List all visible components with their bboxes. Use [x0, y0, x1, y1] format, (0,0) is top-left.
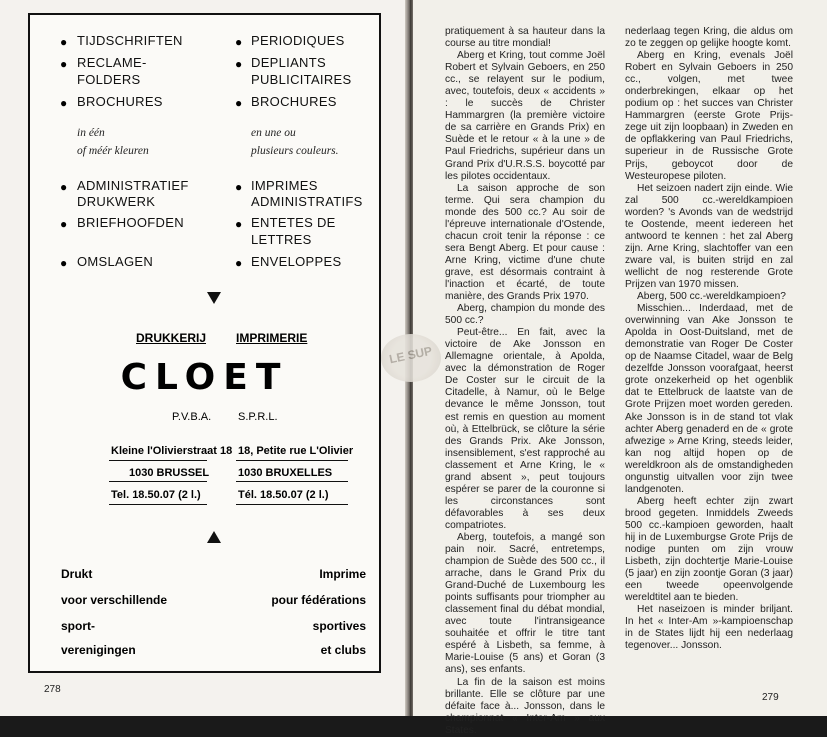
divider — [236, 481, 348, 482]
ad-item-depliants: DEPLIANTS — [251, 55, 326, 70]
divider — [109, 481, 207, 482]
triangle-up-icon — [207, 531, 221, 543]
bullet: ● — [60, 256, 68, 270]
divider — [109, 504, 207, 505]
bottom-text-nl-2: voor verschillende — [61, 593, 168, 607]
paragraph: Aberg et Kring, tout comme Joël Robert et Sylvain Geboers, en 250 cc., se relayent sur le podium, avec, toutefois, deux « accidents » : le succès de Christer Hammargren (la première victoire de sa carrière en Grands Prix) en Suède et le retour « à la une » de Paul Friedrichs, supérieur dans un Grand Prix d'U.R.S.S. boycotté par les pilotes occidentaux. — [445, 50, 605, 182]
triangle-down-icon — [207, 292, 221, 304]
ad-item-enveloppes: ENVELOPPES — [251, 254, 342, 269]
ad-item-omslagen: OMSLAGEN — [77, 254, 154, 269]
divider — [109, 460, 207, 461]
bullet: ● — [60, 217, 68, 231]
ad-item-briefhoofden: BRIEFHOOFDEN — [77, 215, 184, 230]
bottom-text-fr-4: et clubs — [320, 643, 366, 657]
bullet: ● — [235, 256, 243, 270]
article-column-dutch — [625, 26, 793, 652]
italic-note-fr-1: en une ou — [251, 127, 296, 139]
left-page — [0, 0, 407, 716]
bottom-text-nl-3: sport- — [61, 619, 95, 633]
paragraph: Het seizoen nadert zijn einde. Wie zal 500 cc.-wereldkampioen worden? 's Avonds van de wedstrijd te Oostende, meent iedereen het antwoord te kennen : het zal Aberg zijn. Arne Kring, slachtoffer van een zware val, is buiten strijd en zal wellicht de nog resterende Grote Prijzen van 1970 missen. — [625, 182, 793, 290]
bottom-text-fr-3: sportives — [312, 619, 366, 633]
bottom-text-nl-1: Drukt — [61, 567, 93, 581]
cloet-advertisement — [28, 13, 381, 673]
paragraph: La fin de la saison est moins brillante. Elle se clôture par une défaite face à... Jonsson, dans le championnat « Inter-Am » aux States. — [445, 676, 605, 736]
paragraph: Aberg, toutefois, a mangé son pain noir. Sacré, entretemps, champion de Suède des 500 cc., il arrache, dans le Grand Prix du Grand-Duché de Luxembourg les points suffisants pour triompher au classement final du débat mondial, avec toute l'intransigeance souhaitée et offrir le titre tant espéré à Lisbeth, sa femme, à Marie-Louise (5 ans) et Goran (3 ans), ses enfants. — [445, 531, 605, 676]
telephone-fr: Tél. 18.50.07 (2 l.) — [238, 489, 329, 501]
stamp-text: LE SUP — [388, 343, 434, 367]
paragraph: Aberg, 500 cc.-wereldkampioen? — [637, 291, 786, 303]
ad-item-brochures-nl: BROCHURES — [77, 94, 163, 109]
address-city-fr: 1030 BRUXELLES — [238, 467, 333, 479]
address-street-nl: Kleine l'Olivierstraat 18 — [111, 445, 233, 457]
ad-item-administratief: ADMINISTRATIEF — [77, 178, 189, 193]
paragraph: Aberg heeft echter zijn zwart brood gegeten. Inmiddels Zweeds 500 cc.-kampioen geworden, haalt hij in de Luxemburgse Grote Prijs de nodige punten om zijn vrouw Lisbeth, zijn dochtertje Marie-Louise (5 jaar) en zijn zoontje Goran (3 jaar) een tweede opeenvolgende wereldtitel aan te bieden. — [625, 495, 793, 604]
ad-item-periodiques: PERIODIQUES — [251, 33, 345, 48]
ad-item-imprimes: IMPRIMES — [251, 178, 318, 193]
ad-item-drukwerk: DRUKWERK — [77, 194, 156, 209]
ad-item-folders: FOLDERS — [77, 72, 141, 87]
bullet: ● — [235, 217, 243, 231]
paragraph: La saison approche de son terme. Qui sera champion du monde des 500 cc.? Au soir de l'épreuve internationale d'Ostende, chacun croit tenir la réponse : ce sera Bengt Aberg. Et pour cause : Arne Kring, victime d'une chute grave, est désormais contraint à l'inaction et écarté, de toute manière, des Grands Prix 1970. — [445, 182, 605, 303]
telephone-nl: Tel. 18.50.07 (2 l.) — [111, 489, 201, 501]
bullet: ● — [235, 57, 243, 71]
paragraph: Het naseizoen is minder briljant. In het « Inter-Am »-kampioenschap in de States lijdt hij een nederlaag tegenover... Jonsson. — [625, 604, 793, 652]
article-column-french — [445, 26, 605, 737]
divider — [236, 460, 348, 461]
paragraph: Aberg, champion du monde des 500 cc.? — [445, 303, 605, 327]
legal-form-fr: S.P.R.L. — [238, 411, 278, 423]
address-city-nl: 1030 BRUSSEL — [129, 467, 210, 479]
divider — [236, 504, 348, 505]
ad-item-lettres: LETTRES — [251, 232, 312, 247]
bullet: ● — [60, 96, 68, 110]
italic-note-fr-2: plusieurs couleurs. — [251, 145, 339, 157]
paragraph: Peut-être... En fait, avec la victoire de Ake Jonsson en Allemagne orientale, à Apolda, avec la démonstration de Roger De Coster sur le circuit de la Citadelle, à Namur, où le Belge devance le même Jonsson, tout est remis en question au moment où, à Ettelbrück, se clôture la série des Grands Prix. Ake Jonsson, insensiblement, s'est rapproché au classement et Arne Kring, le « grand absent », peut toujours espérer se parer de la couronne si les circonstances sont défavorables à ses deux compatriotes. — [445, 327, 605, 531]
page-number-left: 278 — [44, 684, 61, 695]
heading-imprimerie: IMPRIMERIE — [236, 331, 308, 345]
bullet: ● — [235, 96, 243, 110]
ad-item-reclame: RECLAME- — [77, 55, 147, 70]
legal-form-nl: P.V.B.A. — [172, 411, 212, 423]
heading-drukkerij: DRUKKERIJ — [136, 331, 207, 345]
bullet: ● — [60, 180, 68, 194]
address-street-fr: 18, Petite rue L'Olivier — [238, 445, 354, 457]
paragraph: nederlaag tegen Kring, die aldus om zo te zeggen op gelijke hoogte komt. — [625, 26, 793, 50]
bottom-text-nl-4: verenigingen — [61, 643, 136, 657]
ad-item-publicitaires: PUBLICITAIRES — [251, 72, 352, 87]
bullet: ● — [235, 35, 243, 49]
paragraph: Aberg en Kring, evenals Joël Robert en Sylvain Geboers in 250 cc., volgen, met twee onderbrekingen, elkaar op het podium op : het succes van Christer Hammargren (eerste Grote Prijs-zege uit zijn loopbaan) in Zweden en de opflakkering van Paul Friedrichs, superieur in de Russische Grote Prijs, geboycot door de Westeuropese piloten. — [625, 50, 793, 182]
page-number-right: 279 — [762, 692, 779, 703]
library-stamp — [381, 334, 441, 382]
ad-item-brochures-fr: BROCHURES — [251, 94, 337, 109]
bottom-text-fr-2: pour fédérations — [271, 593, 366, 607]
ad-item-tijdschriften: TIJDSCHRIFTEN — [77, 33, 183, 48]
italic-note-nl-1: in één — [77, 127, 105, 139]
italic-note-nl-2: of méér kleuren — [77, 145, 149, 157]
bullet: ● — [235, 180, 243, 194]
bullet: ● — [60, 35, 68, 49]
paragraph: Misschien... Inderdaad, met de overwinning van Ake Jonsson te Apolda in Oost-Duitsland, met de demonstratie van Roger De Coster op de Naamse Citadel, waar de Belg dezelfde Jonsson voorafgaat, heerst grote onzekerheid op het ogenblik dat te Ettelbruck de laatste van de Grote Prijzen moet worden gereden. Ake Jonsson is in de stand tot vlak achter Aberg genaderd en de « grote afwezige » Arne Kring, steeds leider, kan nog altijd hopen op de wereldkroon als de omstandigheden ongunstig uitvallen voor zijn twee landgenoten. — [625, 303, 793, 495]
bullet: ● — [60, 57, 68, 71]
ad-item-entetes: ENTETES DE — [251, 215, 336, 230]
cloet-logo: CLOET — [120, 357, 289, 398]
bottom-text-fr-1: Imprime — [319, 567, 366, 581]
ad-item-administratifs: ADMINISTRATIFS — [251, 194, 363, 209]
right-page — [413, 0, 827, 736]
paragraph: pratiquement à sa hauteur dans la course au titre mondial! — [445, 26, 605, 50]
